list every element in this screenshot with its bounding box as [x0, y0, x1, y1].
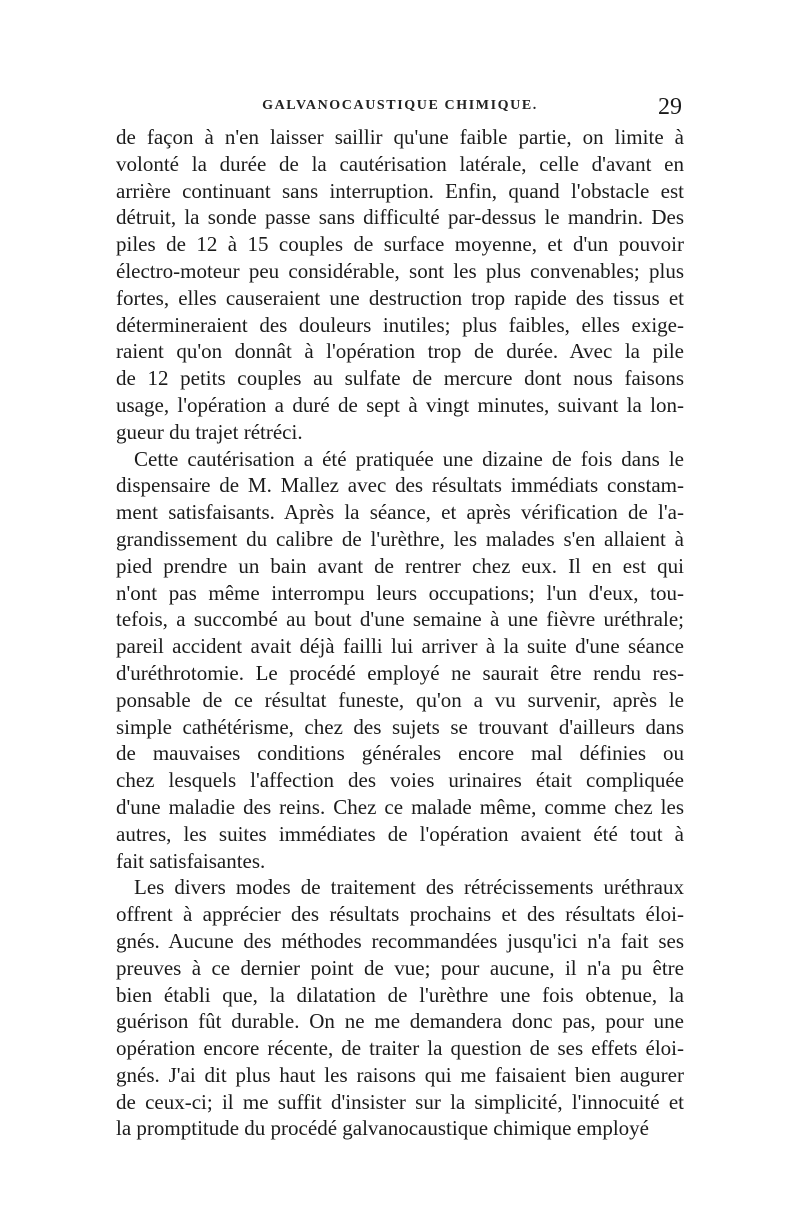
text-line: n'ont pas même interrompu leurs occupations; l'un d'eux, tou-: [116, 580, 684, 605]
text-line: bien établi que, la dilatation de l'urèthre une fois obtenue, la: [116, 982, 684, 1007]
text-line: simple cathétérisme, chez des sujets se trouvant d'ailleurs dans: [116, 714, 684, 739]
text-line: d'uréthrotomie. Le procédé employé ne saurait être rendu res-: [116, 660, 684, 685]
text-line: ponsable de ce résultat funeste, qu'on a vu survenir, après le: [116, 687, 684, 712]
text-line: de 12 petits couples au sulfate de mercure dont nous faisons: [116, 366, 684, 391]
text-line: grandissement du calibre de l'urèthre, les malades s'en allaient à: [116, 526, 684, 551]
text-line: électro-moteur peu considérable, sont les plus convenables; plus: [116, 258, 684, 283]
text-line: pareil accident avait déjà failli lui arriver à la suite d'une séance: [116, 634, 684, 659]
text-line: d'une maladie des reins. Chez ce malade même, comme chez les: [116, 794, 684, 819]
text-line: usage, l'opération a duré de sept à vingt minutes, suivant la lon-: [116, 392, 684, 417]
text-line: de ceux-ci; il me suffit d'insister sur la simplicité, l'innocuité et: [116, 1089, 684, 1114]
text-line: tefois, a succombé au bout d'une semaine à une fièvre uréthrale;: [116, 607, 684, 632]
text-line: de façon à n'en laisser saillir qu'une faible partie, on limite à: [116, 125, 684, 149]
paragraph: [116, 446, 684, 875]
text-line: Cette cautérisation a été pratiquée une dizaine de fois dans le: [134, 446, 684, 471]
running-title: GALVANOCAUSTIQUE CHIMIQUE.: [262, 98, 538, 113]
text-line: chez lesquels l'affection des voies urinaires était compliquée: [116, 768, 684, 793]
running-head: [116, 94, 684, 126]
text-line: la promptitude du procédé galvanocaustique chimique employé: [116, 1116, 649, 1141]
text-line: gnés. Aucune des méthodes recommandées jusqu'ici n'a fait ses: [116, 928, 684, 953]
paragraph: [116, 874, 684, 1142]
text-line: fortes, elles causeraient une destruction trop rapide des tissus et: [116, 285, 684, 310]
text-line: fait satisfaisantes.: [116, 848, 266, 873]
text-line: volonté la durée de la cautérisation latérale, celle d'avant en: [116, 151, 684, 176]
text-line: arrière continuant sans interruption. Enfin, quand l'obstacle est: [116, 178, 684, 203]
text-line: Les divers modes de traitement des rétrécissements uréthraux: [134, 875, 684, 900]
body-text: [116, 124, 684, 1184]
paragraph: [116, 124, 684, 446]
text-line: opération encore récente, de traiter la question de ses effets éloi-: [116, 1036, 684, 1061]
text-line: guérison fût durable. On ne me demandera donc pas, pour une: [116, 1009, 684, 1034]
text-line: dispensaire de M. Mallez avec des résultats immédiats constam-: [116, 473, 684, 498]
page-number: 29: [658, 94, 682, 120]
text-line: détruit, la sonde passe sans difficulté par-dessus le mandrin. Des: [116, 205, 684, 230]
text-line: raient qu'on donnât à l'opération trop de durée. Avec la pile: [116, 339, 684, 364]
text-line: preuves à ce dernier point de vue; pour aucune, il n'a pu être: [116, 955, 684, 980]
text-line: ment satisfaisants. Après la séance, et après vérification de l'a-: [116, 500, 684, 525]
text-line: gnés. J'ai dit plus haut les raisons qui me faisaient bien augurer: [116, 1062, 684, 1087]
text-line: pied prendre un bain avant de rentrer chez eux. Il en est qui: [116, 553, 684, 578]
text-line: piles de 12 à 15 couples de surface moyenne, et d'un pouvoir: [116, 232, 684, 257]
text-line: détermineraient des douleurs inutiles; plus faibles, elles exige-: [116, 312, 684, 337]
text-line: offrent à apprécier des résultats prochains et des résultats éloi-: [116, 902, 684, 927]
text-line: de mauvaises conditions générales encore mal définies ou: [116, 741, 684, 766]
text-line: gueur du trajet rétréci.: [116, 419, 303, 444]
text-line: autres, les suites immédiates de l'opération avaient été tout à: [116, 821, 684, 846]
